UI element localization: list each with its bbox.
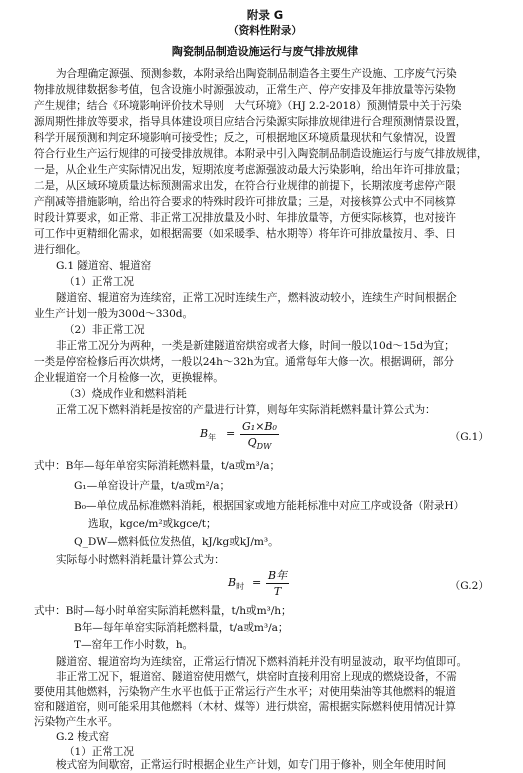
paragraph-line: 要使用其他燃料，污染物产生水平也低于正常运行产生水平；对使用柴油等其他燃料的辊道 (34, 686, 456, 698)
equation-g2 (0, 568, 523, 602)
paragraph-line: 隧道窑、辊道窑均为连续窑，正常运行情况下燃料消耗并没有明显波动，取平均值即可。 (56, 656, 468, 668)
paragraph-line: 产生规律；结合《环境影响评价技术导则 大气环境》（HJ 2.2-2018）预测情景中关于污染 (34, 100, 462, 112)
appendix-title: 陶瓷制品制造设施运行与废气排放规律 (171, 45, 359, 58)
subsection-heading: （3）烧成作业和燃料消耗 (64, 388, 187, 400)
paragraph-line: 物排放规律数据参考值，包含设施小时源强波动，正常生产、停产安排及年排放量等污染物 (34, 84, 456, 96)
definition-line: 式中：B年—每年单窑实际消耗燃料量，t/a或m³/a； (34, 460, 281, 472)
equation-lhs: $B_年$ (200, 427, 217, 443)
equation-number: （G.1） (449, 431, 489, 443)
definition-line: G₁—单窑设计产量，t/a或m²/a； (74, 480, 231, 492)
paragraph-line: 污染物产生水平。 (34, 716, 119, 728)
fraction-numerator: B年 (268, 569, 288, 582)
fraction-denominator: $Q_{DW}$ (247, 436, 272, 452)
definition-line: 选取，kgce/m²或kgce/t； (88, 518, 217, 530)
paragraph-line: 可工作中更精细化需求，如根据需要（如采暖季、枯水期等）将年许可排放量按月、季、日 (34, 228, 456, 240)
paragraph-line: 非正常工况分为两种，一类是新建隧道窑烘窑或者大修，时间一般以10d～15d为宜； (56, 340, 455, 352)
paragraph-line: 一类是停窑检修后再次烘烤，一般以24h～32h为宜。通常每年大修一次。根据调研，部分 (34, 356, 454, 368)
paragraph-line: 窑和隧道窑，则可能采用其他燃料（木材、煤等）进行烘窑，需根据实际燃料使用情况计算 (34, 701, 456, 713)
paragraph-line: 企业辊道窑一个月检修一次，更换辊棒。 (34, 372, 224, 384)
paragraph-line: 产削减等措施影响，给出符合要求的特殊时段许可排放量；三是，对接核算公式中不同核算 (34, 196, 456, 208)
equation-g1 (0, 419, 523, 453)
paragraph-line: 符合行业生产运行规律的可接受排放规律。本附录中引入陶瓷制品制造设施运行与废气排放规律， (34, 148, 488, 160)
subsection-heading: （1）正常工况 (64, 276, 134, 288)
paragraph-line: 源周期性排放等要求，指导具体建设项目应结合污染源实际排放规律进行合理预测情景设置， (34, 116, 467, 128)
definition-line: T—窑年工作小时数，h。 (74, 639, 194, 651)
paragraph-line: 一是，从企业生产实际情况出发，短期浓度考虑源强波动最大污染影响，给出年许可排放量； (34, 164, 467, 176)
fraction-denominator: T (273, 585, 282, 598)
paragraph-line: 实际每小时燃料消耗量计算公式为： (56, 554, 225, 566)
equals-sign: = (252, 576, 262, 589)
definition-line: 式中：B时—每小时单窑实际消耗燃料量，t/h或m³/h； (34, 605, 292, 617)
equation-fraction (240, 419, 279, 454)
paragraph-line: 为合理确定源强、预测参数，本附录给出陶瓷制品制造各主要生产设施、工序废气污染 (56, 68, 457, 80)
equation-number: （G.2） (449, 580, 489, 592)
definition-line: Q_DW—燃料低位发热值，kJ/kg或kJ/m³。 (74, 536, 279, 548)
paragraph-line: 时段计算要求，如正常、非正常工况排放量及小时、年排放量等，方便实际核算，也对接许 (34, 212, 456, 224)
paragraph-line: 科学开展预测和判定环境影响可接受性；反之，可根据地区环境质量现状和气象情况，设置 (34, 132, 456, 144)
paragraph-line: 正常工况下燃料消耗是按窑的产量进行计算，则每年实际消耗燃料量计算公式为： (56, 404, 436, 416)
definition-line: B年—每年单窑实际消耗燃料量，t/a或m³/a； (74, 622, 289, 634)
equation-fraction (266, 568, 289, 599)
subsection-heading: （1）正常工况 (64, 746, 134, 758)
section-heading-g2: G.2 梭式窑 (56, 731, 109, 743)
paragraph-line: 梭式窑为间歇窑，正常运行时根据企业生产计划，如专门用于修补，则全年使用时间 (56, 759, 447, 771)
equals-sign: = (226, 427, 236, 440)
appendix-label: 附录 G (246, 8, 284, 22)
paragraph-line: 非正常工况下，辊道窑、隧道窑使用燃气，烘窑时直接利用窑上现成的燃烧设备，不需 (56, 671, 457, 683)
fraction-numerator: G₁×B₀ (242, 420, 277, 433)
section-heading-g1: G.1 隧道窑、辊道窑 (56, 260, 152, 272)
appendix-note: （资料性附录） (228, 25, 302, 37)
equation-lhs: $B_时$ (228, 576, 245, 592)
paragraph-line: 二是，从区域环境质量达标预测需求出发，在符合行业规律的前提下，长期浓度考虑停产限 (34, 180, 456, 192)
definition-line: B₀—单位成品标准燃料消耗，根据国家或地方能耗标准中对应工序或设备（附录H） (74, 500, 465, 512)
paragraph-line: 进行细化。 (34, 244, 87, 256)
subsection-heading: （2）非正常工况 (64, 324, 145, 336)
paragraph-line: 业生产计划一般为300d～330d。 (34, 308, 194, 320)
paragraph-line: 隧道窑、辊道窑为连续窑，正常工况时连续生产，燃料波动较小，连续生产时间根据企 (56, 292, 457, 304)
